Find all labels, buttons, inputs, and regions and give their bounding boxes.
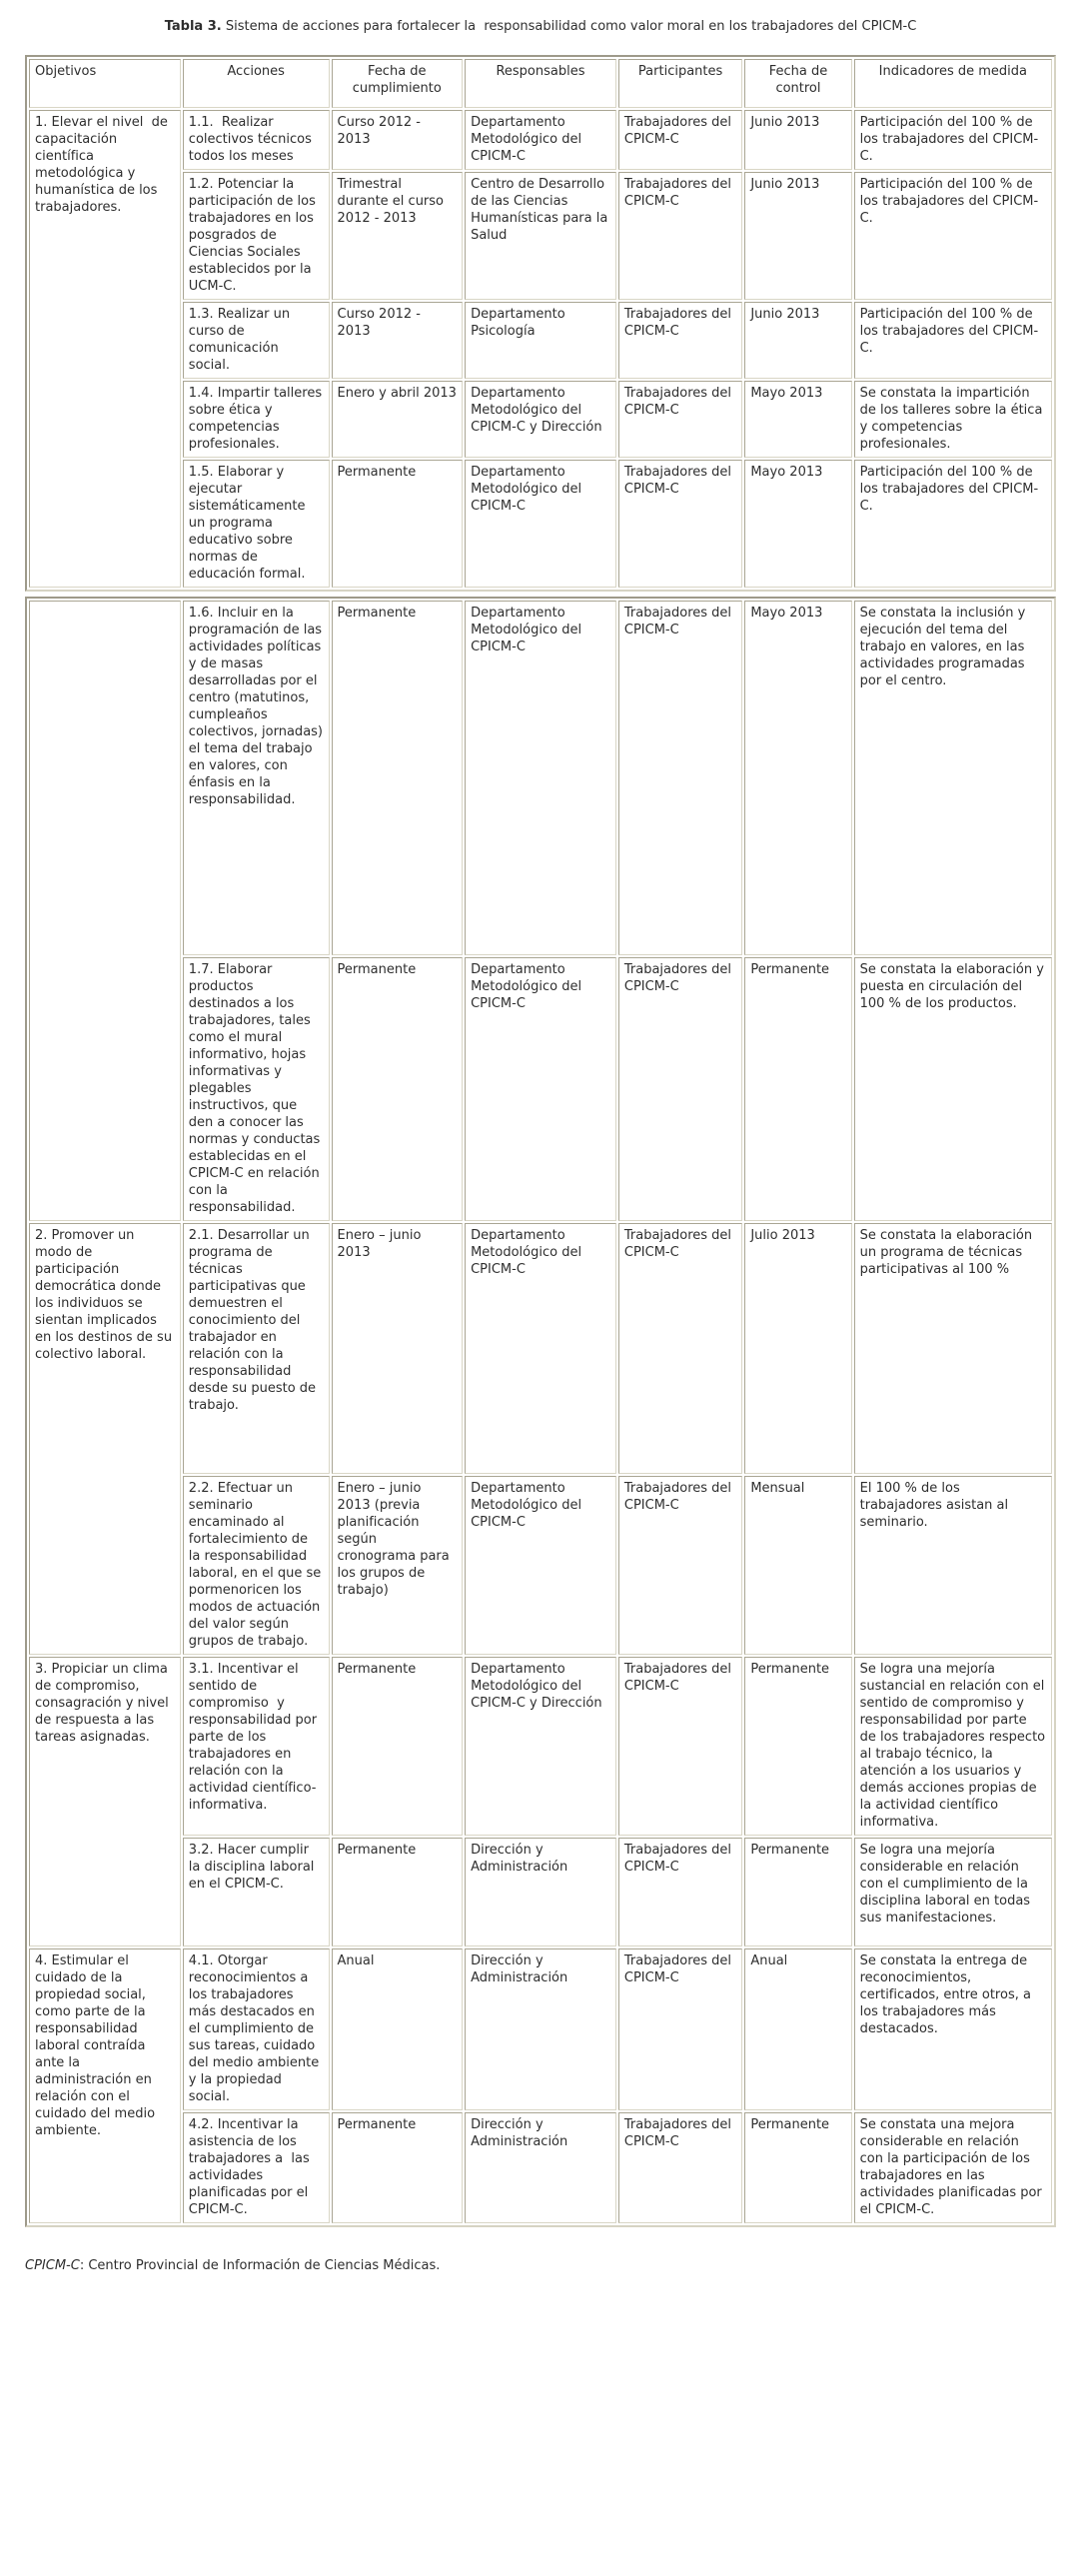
fecha-control-cell: Permanente: [744, 957, 851, 1221]
responsables-cell: Departamento Metodológico del CPICM-C: [465, 460, 616, 588]
indicador-cell: Se constata la inclusión y ejecución del tema del trabajo en valores, en las actividades programadas por el centro.: [854, 601, 1052, 955]
accion-cell: 1.7. Elaborar productos destinados a los trabajadores, tales como el mural informativo, hojas informativas y plegables instructivos, que den a conocer las normas y conductas establecidas en el CPICM-C en relación con la responsabilidad.: [183, 957, 330, 1221]
table-caption: [25, 18, 1056, 35]
header-row: [29, 59, 1052, 108]
col-header-objetivos: Objetivos: [29, 59, 181, 108]
accion-cell: 1.6. Incluir en la programación de las actividades políticas y de masas desarrolladas por el centro (matutinos, cumpleaños colectivos, jornadas) el tema del trabajo en valores, con énfasis en la responsabilidad.: [183, 601, 330, 955]
table-row-4-2: [29, 2112, 1052, 2223]
fecha-cumplimiento-cell: Permanente: [332, 601, 464, 955]
accion-cell: 1.3. Realizar un curso de comunicación social.: [183, 302, 330, 379]
col-header-acciones: Acciones: [183, 59, 330, 108]
fecha-cumplimiento-cell: Permanente: [332, 957, 464, 1221]
objetivo-cell-3: 3. Propiciar un clima de compromiso, consagración y nivel de respuesta a las tareas asignadas.: [29, 1657, 181, 1946]
table-row-3-2: [29, 1838, 1052, 1946]
fecha-cumplimiento-cell: Anual: [332, 1948, 464, 2110]
objetivo-cell-1: 1. Elevar el nivel de capacitación científica metodológica y humanística de los trabajadores.: [29, 110, 181, 588]
accion-cell: 2.1. Desarrollar un programa de técnicas participativas que demuestren el conocimiento del trabajador en relación con la responsabilidad desde su puesto de trabajo.: [183, 1223, 330, 1474]
footnote-text: : Centro Provincial de Información de Ciencias Médicas.: [79, 2258, 441, 2273]
participantes-cell: Trabajadores del CPICM-C: [618, 2112, 742, 2223]
accion-cell: 3.1. Incentivar el sentido de compromiso y responsabilidad por parte de los trabajadores en relación con la actividad científico-informativa.: [183, 1657, 330, 1836]
fecha-cumplimiento-cell: Permanente: [332, 2112, 464, 2223]
col-header-participantes: Participantes: [618, 59, 742, 108]
accion-cell: 3.2. Hacer cumplir la disciplina laboral en el CPICM-C.: [183, 1838, 330, 1946]
indicador-cell: Se constata la elaboración y puesta en circulación del 100 % de los productos.: [854, 957, 1052, 1221]
indicador-cell: Participación del 100 % de los trabajadores del CPICM-C.: [854, 110, 1052, 170]
participantes-cell: Trabajadores del CPICM-C: [618, 1476, 742, 1655]
participantes-cell: Trabajadores del CPICM-C: [618, 1948, 742, 2110]
responsables-cell: Departamento Metodológico del CPICM-C: [465, 110, 616, 170]
responsables-cell: Departamento Psicología: [465, 302, 616, 379]
indicador-cell: Participación del 100 % de los trabajadores del CPICM-C.: [854, 302, 1052, 379]
indicador-cell: Se constata la entrega de reconocimientos, certificados, entre otros, a los trabajadores más destacados.: [854, 1948, 1052, 2110]
responsables-cell: Dirección y Administración: [465, 1838, 616, 1946]
fecha-control-cell: Junio 2013: [744, 172, 851, 300]
fecha-control-cell: Mayo 2013: [744, 460, 851, 588]
col-header-responsables: Responsables: [465, 59, 616, 108]
accion-cell: 4.2. Incentivar la asistencia de los trabajadores a las actividades planificadas por el CPICM-C.: [183, 2112, 330, 2223]
actions-table-block-2: [25, 597, 1056, 2227]
table-row-4-1: [29, 1948, 1052, 2110]
indicador-cell: Participación del 100 % de los trabajadores del CPICM-C.: [854, 460, 1052, 588]
participantes-cell: Trabajadores del CPICM-C: [618, 110, 742, 170]
table-row-1-5: [29, 460, 1052, 588]
accion-cell: 1.5. Elaborar y ejecutar sistemáticamente un programa educativo sobre normas de educación formal.: [183, 460, 330, 588]
participantes-cell: Trabajadores del CPICM-C: [618, 1657, 742, 1836]
table-row-1-2: [29, 172, 1052, 300]
accion-cell: 1.4. Impartir talleres sobre ética y competencias profesionales.: [183, 381, 330, 458]
fecha-cumplimiento-cell: Curso 2012 - 2013: [332, 110, 464, 170]
fecha-control-cell: Permanente: [744, 2112, 851, 2223]
fecha-cumplimiento-cell: Curso 2012 - 2013: [332, 302, 464, 379]
fecha-control-cell: Anual: [744, 1948, 851, 2110]
table-row-1-3: [29, 302, 1052, 379]
participantes-cell: Trabajadores del CPICM-C: [618, 1223, 742, 1474]
table-caption-text: Sistema de acciones para fortalecer la responsabilidad como valor moral en los trabajadores del CPICM-C: [221, 19, 917, 34]
fecha-cumplimiento-cell: Permanente: [332, 1657, 464, 1836]
table-row-3-1: [29, 1657, 1052, 1836]
table-row-2-2: [29, 1476, 1052, 1655]
fecha-control-cell: Mayo 2013: [744, 601, 851, 955]
participantes-cell: Trabajadores del CPICM-C: [618, 601, 742, 955]
fecha-control-cell: Julio 2013: [744, 1223, 851, 1474]
objetivo-cell-2: 2. Promover un modo de participación democrática donde los individuos se sientan implicados en los destinos de su colectivo laboral.: [29, 1223, 181, 1655]
participantes-cell: Trabajadores del CPICM-C: [618, 1838, 742, 1946]
fecha-control-cell: Junio 2013: [744, 110, 851, 170]
table-row-1-7: [29, 957, 1052, 1221]
accion-cell: 2.2. Efectuar un seminario encaminado al fortalecimiento de la responsabilidad laboral, en el que se pormenoricen los modos de actuación del valor según grupos de trabajo.: [183, 1476, 330, 1655]
accion-cell: 1.2. Potenciar la participación de los trabajadores en los posgrados de Ciencias Sociales establecidos por la UCM-C.: [183, 172, 330, 300]
fecha-control-cell: Mensual: [744, 1476, 851, 1655]
indicador-cell: Se logra una mejoría sustancial en relación con el sentido de compromiso y responsabilidad por parte de los trabajadores respecto al trabajo técnico, la atención a los usuarios y demás acciones propias de la actividad científico informativa.: [854, 1657, 1052, 1836]
fecha-control-cell: Permanente: [744, 1838, 851, 1946]
table-footnote: [25, 2257, 1056, 2274]
table-row-1-1: [29, 110, 1052, 170]
indicador-cell: Se constata una mejora considerable en relación con la participación de los trabajadores en las actividades planificadas por el CPICM-C.: [854, 2112, 1052, 2223]
fecha-cumplimiento-cell: Enero – junio 2013 (previa planificación según cronograma para los grupos de trabajo): [332, 1476, 464, 1655]
accion-cell: 4.1. Otorgar reconocimientos a los trabajadores más destacados en el cumplimiento de sus tareas, cuidado del medio ambiente y la propiedad social.: [183, 1948, 330, 2110]
responsables-cell: Departamento Metodológico del CPICM-C: [465, 601, 616, 955]
fecha-cumplimiento-cell: Enero – junio 2013: [332, 1223, 464, 1474]
responsables-cell: Departamento Metodológico del CPICM-C: [465, 1223, 616, 1474]
participantes-cell: Trabajadores del CPICM-C: [618, 302, 742, 379]
participantes-cell: Trabajadores del CPICM-C: [618, 957, 742, 1221]
col-header-indicadores: Indicadores de medida: [854, 59, 1052, 108]
participantes-cell: Trabajadores del CPICM-C: [618, 381, 742, 458]
indicador-cell: Participación del 100 % de los trabajadores del CPICM-C.: [854, 172, 1052, 300]
objetivo-cell-4: 4. Estimular el cuidado de la propiedad social, como parte de la responsabilidad laboral contraída ante la administración en relación con el cuidado del medio ambiente.: [29, 1948, 181, 2223]
fecha-control-cell: Mayo 2013: [744, 381, 851, 458]
footnote-abbr: CPICM-C: [25, 2258, 80, 2273]
fecha-cumplimiento-cell: Enero y abril 2013: [332, 381, 464, 458]
participantes-cell: Trabajadores del CPICM-C: [618, 460, 742, 588]
objetivo-cell-empty: [29, 601, 181, 1221]
actions-table-block-1: [25, 55, 1056, 592]
fecha-cumplimiento-cell: Trimestral durante el curso 2012 - 2013: [332, 172, 464, 300]
indicador-cell: El 100 % de los trabajadores asistan al seminario.: [854, 1476, 1052, 1655]
table-row-1-6: [29, 601, 1052, 955]
table-row-2-1: [29, 1223, 1052, 1474]
responsables-cell: Departamento Metodológico del CPICM-C y Dirección: [465, 381, 616, 458]
indicador-cell: Se constata la elaboración un programa de técnicas participativas al 100 %: [854, 1223, 1052, 1474]
responsables-cell: Departamento Metodológico del CPICM-C: [465, 1476, 616, 1655]
col-header-fecha-cumplimiento: Fecha de cumplimiento: [332, 59, 464, 108]
fecha-control-cell: Permanente: [744, 1657, 851, 1836]
responsables-cell: Dirección y Administración: [465, 1948, 616, 2110]
table-row-1-4: [29, 381, 1052, 458]
indicador-cell: Se constata la impartición de los talleres sobre la ética y competencias profesionales.: [854, 381, 1052, 458]
accion-cell: 1.1. Realizar colectivos técnicos todos los meses: [183, 110, 330, 170]
table-caption-label: Tabla 3.: [164, 19, 222, 34]
col-header-fecha-control: Fecha de control: [744, 59, 851, 108]
indicador-cell: Se logra una mejoría considerable en relación con el cumplimiento de la disciplina laboral en todas sus manifestaciones.: [854, 1838, 1052, 1946]
responsables-cell: Centro de Desarrollo de las Ciencias Humanísticas para la Salud: [465, 172, 616, 300]
fecha-cumplimiento-cell: Permanente: [332, 460, 464, 588]
participantes-cell: Trabajadores del CPICM-C: [618, 172, 742, 300]
responsables-cell: Dirección y Administración: [465, 2112, 616, 2223]
responsables-cell: Departamento Metodológico del CPICM-C: [465, 957, 616, 1221]
responsables-cell: Departamento Metodológico del CPICM-C y Dirección: [465, 1657, 616, 1836]
fecha-cumplimiento-cell: Permanente: [332, 1838, 464, 1946]
fecha-control-cell: Junio 2013: [744, 302, 851, 379]
